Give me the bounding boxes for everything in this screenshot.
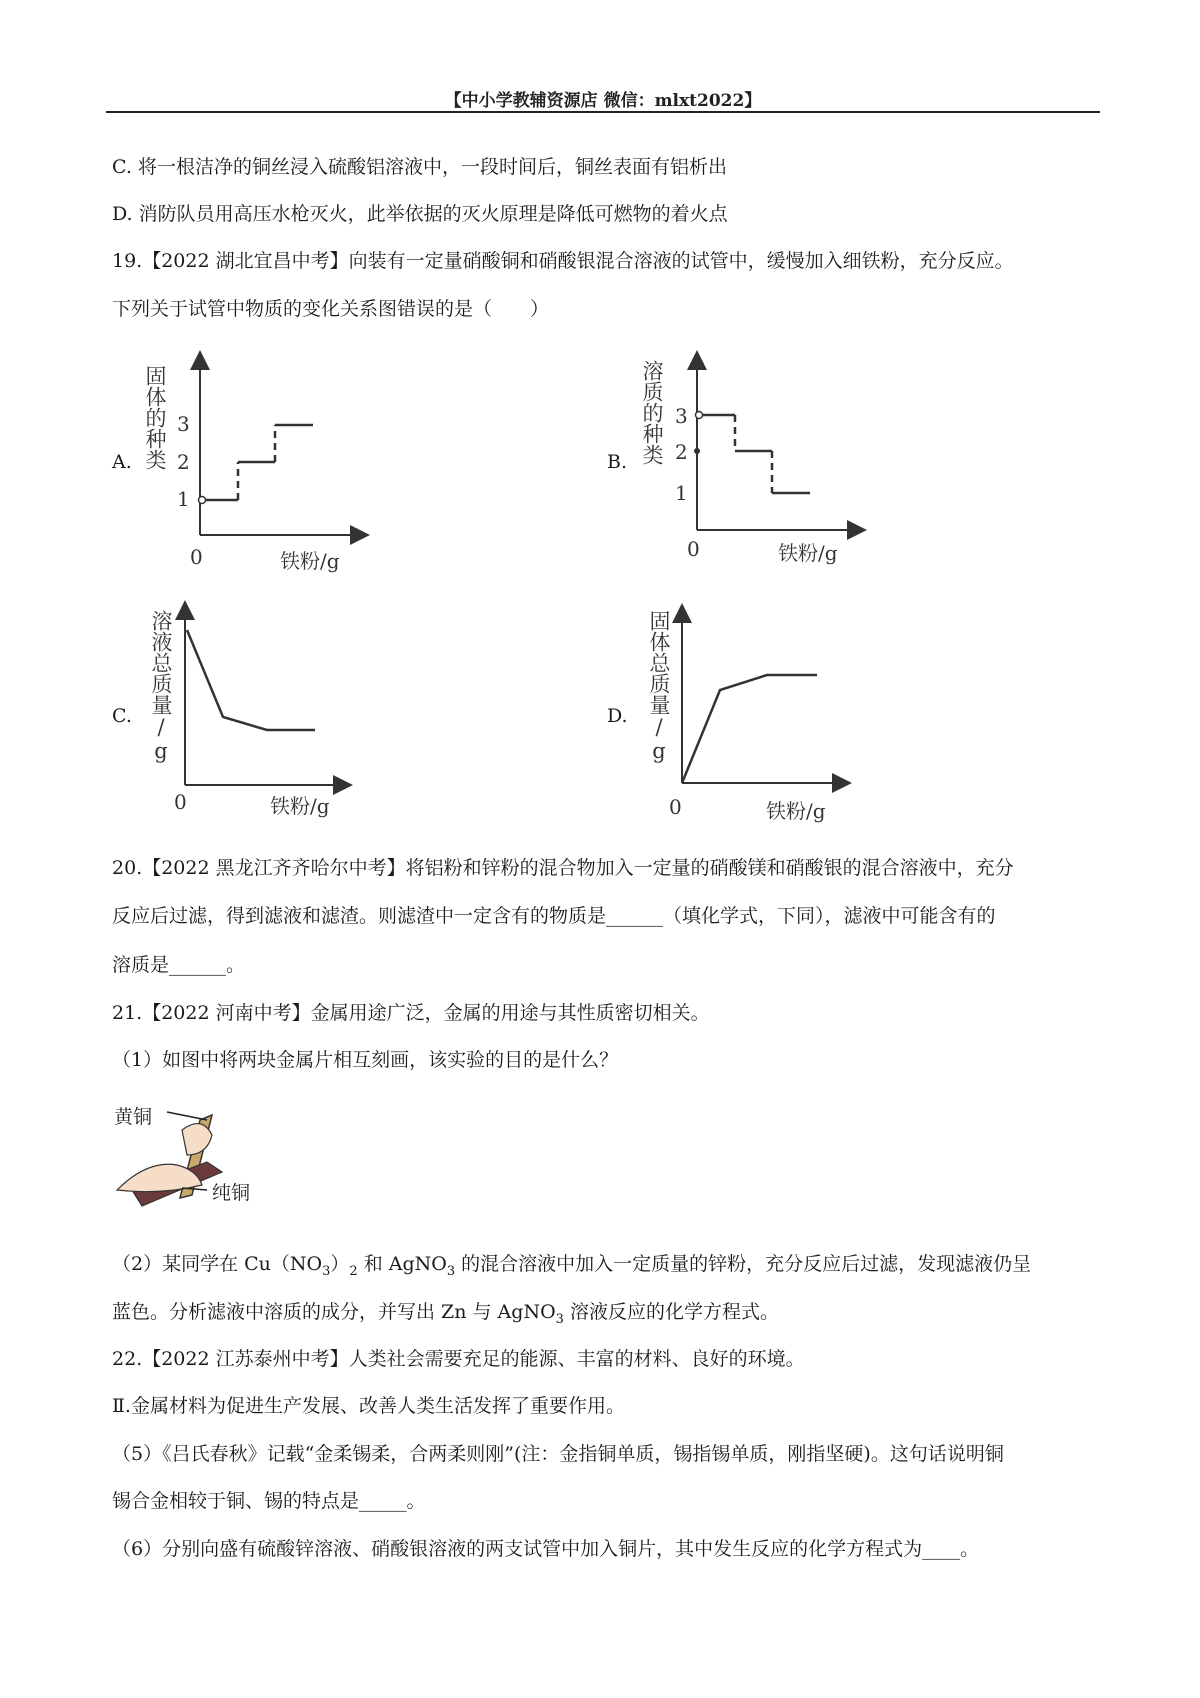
- chart-c-option-label: C.: [112, 705, 132, 727]
- chart-d-xlabel: 铁粉/g: [766, 799, 826, 823]
- chart-b-open-point: [696, 412, 703, 419]
- chart-c-origin: 0: [174, 790, 187, 814]
- chart-c: [175, 605, 355, 799]
- chart-d-option-label: D.: [607, 705, 628, 727]
- chart-b-svg: [687, 355, 867, 545]
- chart-d-curve: [682, 675, 817, 783]
- question-21-part-2-line-2: [112, 1299, 779, 1333]
- q21c-sub-3: 3: [446, 1263, 456, 1279]
- q21d-sub: 3: [555, 1311, 564, 1327]
- chart-c-xlabel: 铁粉/g: [270, 794, 330, 818]
- chart-b-ytick-3: 3: [675, 404, 688, 428]
- chart-a-origin: 0: [190, 545, 203, 569]
- chart-a-xlabel: 铁粉/g: [280, 549, 340, 573]
- brass-label: 黄铜: [114, 1106, 153, 1128]
- question-20-line-2: 反应后过滤，得到滤液和滤渣。则滤渣中一定含有的物质是______（填化学式，下同），滤液中可能含有的: [112, 905, 996, 927]
- chart-c-ylabel: 溶液总质量/g: [149, 610, 173, 763]
- chart-a-svg: [190, 355, 370, 545]
- question-22-part-6: （6）分别向盛有硫酸锌溶液、硝酸银溶液的两支试管中加入铜片，其中发生反应的化学方程式为____。: [112, 1538, 980, 1560]
- q21c-sub-2: 2: [349, 1263, 358, 1279]
- chart-b-xlabel: 铁粉/g: [778, 541, 838, 565]
- header-rule: [106, 111, 1100, 113]
- pure-copper-label: 纯铜: [212, 1182, 251, 1204]
- chart-a-ytick-1: 1: [177, 487, 190, 511]
- chart-d-ylabel: 固体总质量/g: [647, 610, 671, 763]
- q21d-text-1: 蓝色。分析滤液中溶质的成分，并写出 Zn 与 AgNO: [112, 1301, 556, 1323]
- q21c-sub-1: 3: [322, 1263, 331, 1279]
- chart-b-origin: 0: [687, 537, 700, 561]
- chart-b: [687, 355, 867, 549]
- question-22-line-1: 22.【2022 江苏泰州中考】人类社会需要充足的能源、丰富的材料、良好的环境。: [112, 1348, 805, 1370]
- question-21-line-1: 21.【2022 河南中考】金属用途广泛，金属的用途与其性质密切相关。: [112, 1002, 710, 1024]
- chart-a-option-label: A.: [112, 451, 132, 473]
- question-20-line-1: 20.【2022 黑龙江齐齐哈尔中考】将铝粉和锌粉的混合物加入一定量的硝酸镁和硝酸银的混合溶液中，充分: [112, 857, 1014, 879]
- brass-scratch-figure: [112, 1090, 262, 1210]
- chart-d-svg: [672, 608, 852, 798]
- chart-a-ylabel: 固体的种类: [143, 365, 167, 470]
- chart-b-ytick-2: 2: [675, 440, 688, 464]
- option-d-text: D. 消防队员用高压水枪灭火，此举依据的灭火原理是降低可燃物的着火点: [112, 203, 728, 225]
- question-22-part-5-line-2: 锡合金相较于铜、锡的特点是_____。: [112, 1490, 426, 1512]
- question-21-part-1: （1）如图中将两块金属片相互刻画，该实验的目的是什么？: [112, 1049, 619, 1071]
- option-c-text: C. 将一根洁净的铜丝浸入硫酸铝溶液中，一段时间后，铜丝表面有铝析出: [112, 156, 727, 178]
- question-22-part-5-line-1: （5）《吕氏春秋》记载“金柔锡柔，合两柔则刚”(注：金指铜单质，锡指锡单质，刚指坚硬)。这句话说明铜: [112, 1443, 1004, 1465]
- q21c-text-1: （2）某同学在 Cu（NO: [112, 1253, 323, 1275]
- q21c-text-3: 和 AgNO: [357, 1253, 447, 1275]
- question-19-line-1: 19.【2022 湖北宜昌中考】向装有一定量硝酸铜和硝酸银混合溶液的试管中，缓慢加入细铁粉，充分反应。: [112, 250, 1014, 272]
- chart-a-ytick-2: 2: [177, 450, 190, 474]
- question-19-line-2: 下列关于试管中物质的变化关系图错误的是（ ）: [112, 298, 550, 320]
- chart-b-ylabel: 溶质的种类: [640, 360, 664, 465]
- q21c-text-4: 的混合溶液中加入一定质量的锌粉，充分反应后过滤，发现滤液仍呈: [455, 1253, 1032, 1275]
- question-20-line-3: 溶质是______。: [112, 954, 246, 976]
- chart-b-tick-dot: [694, 448, 700, 454]
- chart-a-ytick-3: 3: [177, 412, 190, 436]
- chart-a: [190, 355, 370, 549]
- q21c-text-2: ）: [330, 1253, 350, 1275]
- question-22-section-2: Ⅱ.金属材料为促进生产发展、改善人类生活发挥了重要作用。: [112, 1395, 625, 1417]
- question-21-part-2-line-1: [112, 1251, 1031, 1285]
- page-header: 【中小学教辅资源店 微信：mlxt2022】: [444, 91, 762, 111]
- chart-b-ytick-1: 1: [675, 481, 688, 505]
- chart-c-curve: [187, 630, 315, 730]
- chart-b-option-label: B.: [607, 451, 628, 473]
- chart-d-origin: 0: [669, 795, 682, 819]
- chart-c-svg: [175, 605, 355, 795]
- q21d-text-2: 溶液反应的化学方程式。: [563, 1301, 779, 1323]
- chart-d: [672, 608, 852, 802]
- chart-a-open-point: [199, 497, 206, 504]
